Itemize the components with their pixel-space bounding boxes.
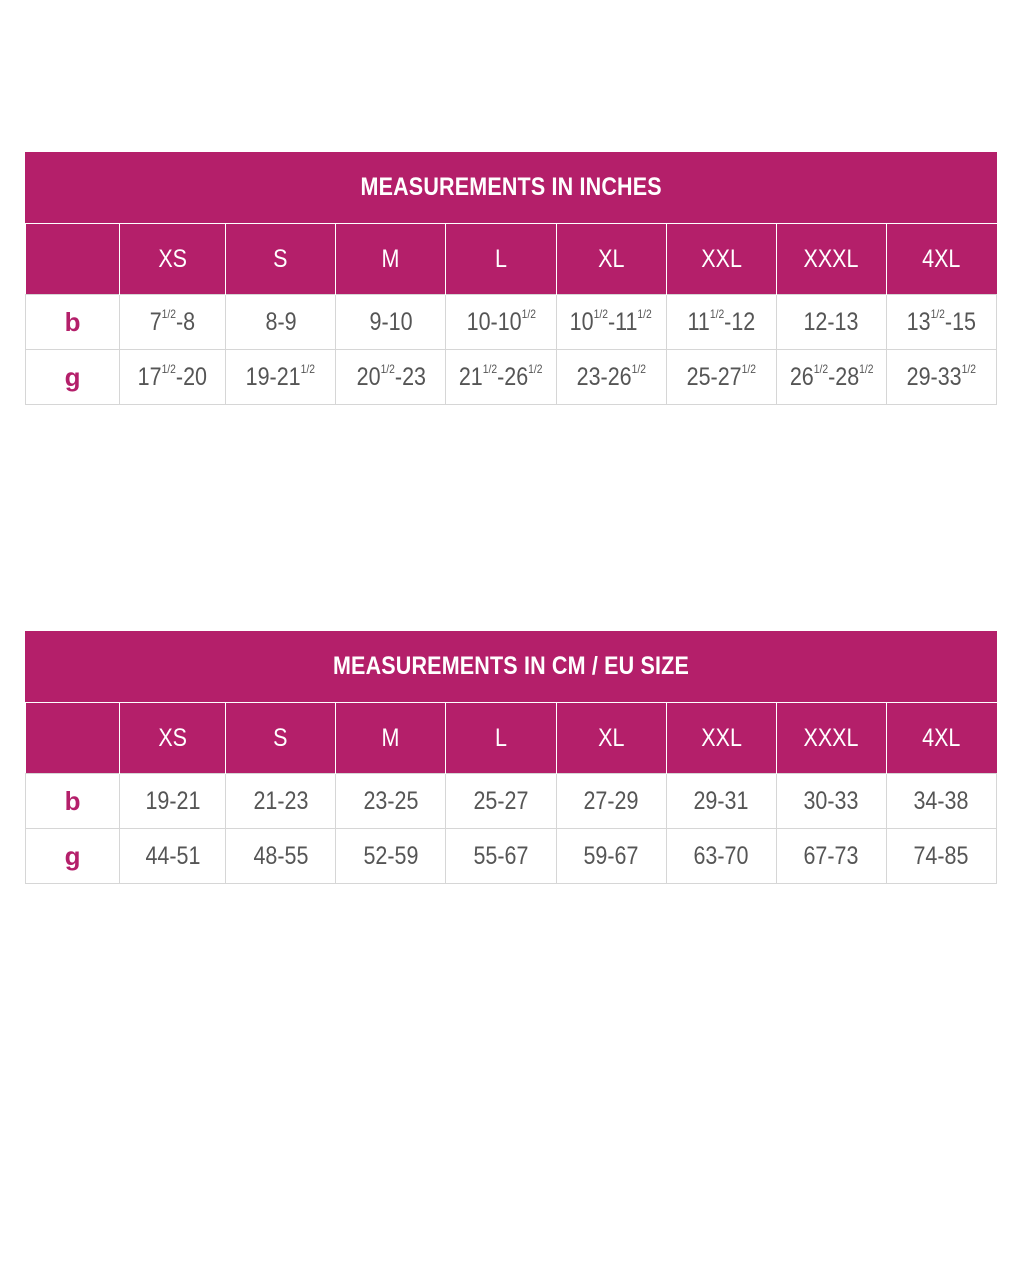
row-label: g: [26, 350, 120, 405]
row-label: b: [26, 774, 120, 829]
size-header: XS: [120, 224, 226, 295]
size-header-row: [26, 224, 997, 295]
chart-title: MEASUREMENTS IN INCHES: [25, 152, 997, 223]
measurement-cell: $11^{1/2}-12$: [666, 295, 776, 350]
measurement-cell: 34-38: [886, 774, 996, 829]
size-header: XXXL: [776, 703, 886, 774]
measurement-cell: $21^{1/2}-26^{1/2}$: [446, 350, 556, 405]
measurement-cell: $13^{1/2}-15$: [886, 295, 996, 350]
measurement-cell: $10-10^{1/2}$: [446, 295, 556, 350]
corner-cell: [26, 703, 120, 774]
measurement-cell: 21-23: [226, 774, 336, 829]
size-header: M: [336, 703, 446, 774]
table-row: [26, 829, 997, 884]
measurement-cell: 55-67: [446, 829, 556, 884]
measurement-cell: $19-21^{1/2}$: [226, 350, 336, 405]
table-row: [26, 774, 997, 829]
measurement-cell: 12-13: [776, 295, 886, 350]
cm-size-chart: [25, 631, 997, 884]
measurement-cell: 9-10: [336, 295, 446, 350]
measurement-cell: 19-21: [120, 774, 226, 829]
size-header: M: [336, 224, 446, 295]
measurement-cell: 23-25: [336, 774, 446, 829]
measurement-cell: $17^{1/2}-20$: [120, 350, 226, 405]
size-header: XXXL: [776, 224, 886, 295]
measurement-cell: 30-33: [776, 774, 886, 829]
measurement-cell: $26^{1/2}-28^{1/2}$: [776, 350, 886, 405]
measurement-cell: 27-29: [556, 774, 666, 829]
measurement-cell: 67-73: [776, 829, 886, 884]
size-header: XXL: [666, 703, 776, 774]
measurement-cell: 44-51: [120, 829, 226, 884]
inches-size-chart: [25, 152, 997, 405]
size-header: XL: [556, 703, 666, 774]
measurement-cell: 48-55: [226, 829, 336, 884]
size-header-row: [26, 703, 997, 774]
chart-title: MEASUREMENTS IN CM / EU SIZE: [25, 631, 997, 702]
row-label: b: [26, 295, 120, 350]
measurement-cell: $23-26^{1/2}$: [556, 350, 666, 405]
measurement-cell: 25-27: [446, 774, 556, 829]
measurement-cell: $7^{1/2}-8$: [120, 295, 226, 350]
size-header: L: [446, 703, 556, 774]
table-row: [26, 350, 997, 405]
size-header: XL: [556, 224, 666, 295]
measurement-cell: 52-59: [336, 829, 446, 884]
size-table: [25, 223, 997, 405]
size-header: S: [226, 224, 336, 295]
measurement-cell: $10^{1/2}-11^{1/2}$: [556, 295, 666, 350]
table-row: [26, 295, 997, 350]
size-table: [25, 702, 997, 884]
measurement-cell: 8-9: [226, 295, 336, 350]
measurement-cell: $29-33^{1/2}$: [886, 350, 996, 405]
size-header: XXL: [666, 224, 776, 295]
measurement-cell: 29-31: [666, 774, 776, 829]
corner-cell: [26, 224, 120, 295]
size-header: XS: [120, 703, 226, 774]
measurement-cell: 63-70: [666, 829, 776, 884]
size-header: S: [226, 703, 336, 774]
measurement-cell: 74-85: [886, 829, 996, 884]
size-header: L: [446, 224, 556, 295]
measurement-cell: 59-67: [556, 829, 666, 884]
measurement-cell: $20^{1/2}-23$: [336, 350, 446, 405]
row-label: g: [26, 829, 120, 884]
size-header: 4XL: [886, 703, 996, 774]
measurement-cell: $25-27^{1/2}$: [666, 350, 776, 405]
size-header: 4XL: [886, 224, 996, 295]
